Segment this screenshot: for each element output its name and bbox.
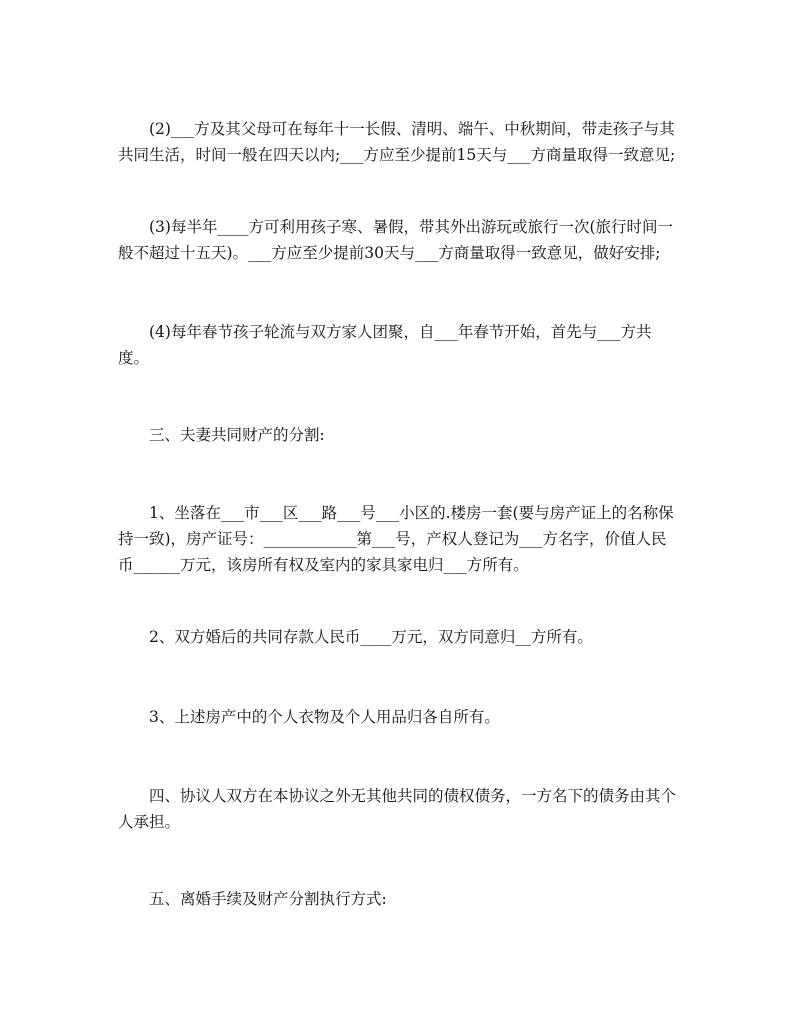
paragraph-line: 四、协议人双方在本协议之外无其他共同的债权债务，一方名下的债务由其个	[149, 787, 677, 805]
paragraph-line: (3)每半年____方可利用孩子寒、暑假，带其外出游玩或旅行一次(旅行时间一	[149, 218, 674, 236]
section-heading-property-division	[118, 422, 688, 448]
paragraph-line: 人承担。	[118, 813, 181, 831]
paragraph-line: 3、上述房产中的个人衣物及个人用品归各自所有。	[149, 708, 500, 726]
paragraph-line: 2、双方婚后的共同存款人民币____万元，双方同意归__方所有。	[149, 628, 593, 646]
section-heading-execution	[118, 886, 688, 912]
section-heading-debts	[118, 783, 688, 835]
paragraph-line: 共同生活，时间一般在四天以内;___方应至少提前15天与___方商量取得一致意见;	[118, 146, 676, 164]
paragraph-line: 三、夫妻共同财产的分割:	[149, 426, 325, 444]
paragraph-visitation-vacations	[118, 214, 688, 266]
paragraph-savings	[118, 624, 688, 650]
paragraph-house	[118, 500, 688, 578]
paragraph-spring-festival	[118, 319, 688, 371]
paragraph-line: 币______万元，该房所有权及室内的家具家电归___方所有。	[118, 556, 529, 574]
paragraph-line: 五、离婚手续及财产分割执行方式:	[149, 890, 387, 908]
paragraph-line: (2)___方及其父母可在每年十一长假、清明、端午、中秋期间，带走孩子与其	[149, 120, 675, 138]
paragraph-line: 1、坐落在___市___区___路___号___小区的.楼房一套(要与房产证上的名称保	[149, 504, 674, 522]
paragraph-visitation-holidays	[118, 116, 688, 168]
paragraph-personal-items	[118, 704, 688, 730]
paragraph-line: 般不超过十五天)。___方应至少提前30天与___方商量取得一致意见，做好安排;	[118, 244, 661, 262]
paragraph-line: 度。	[118, 349, 150, 367]
paragraph-line: 持一致)，房产证号：____________第___号，产权人登记为___方名字，价值人民	[118, 530, 667, 548]
paragraph-line: (4)每年春节孩子轮流与双方家人团聚，自___年春节开始，首先与___方共	[149, 323, 652, 341]
